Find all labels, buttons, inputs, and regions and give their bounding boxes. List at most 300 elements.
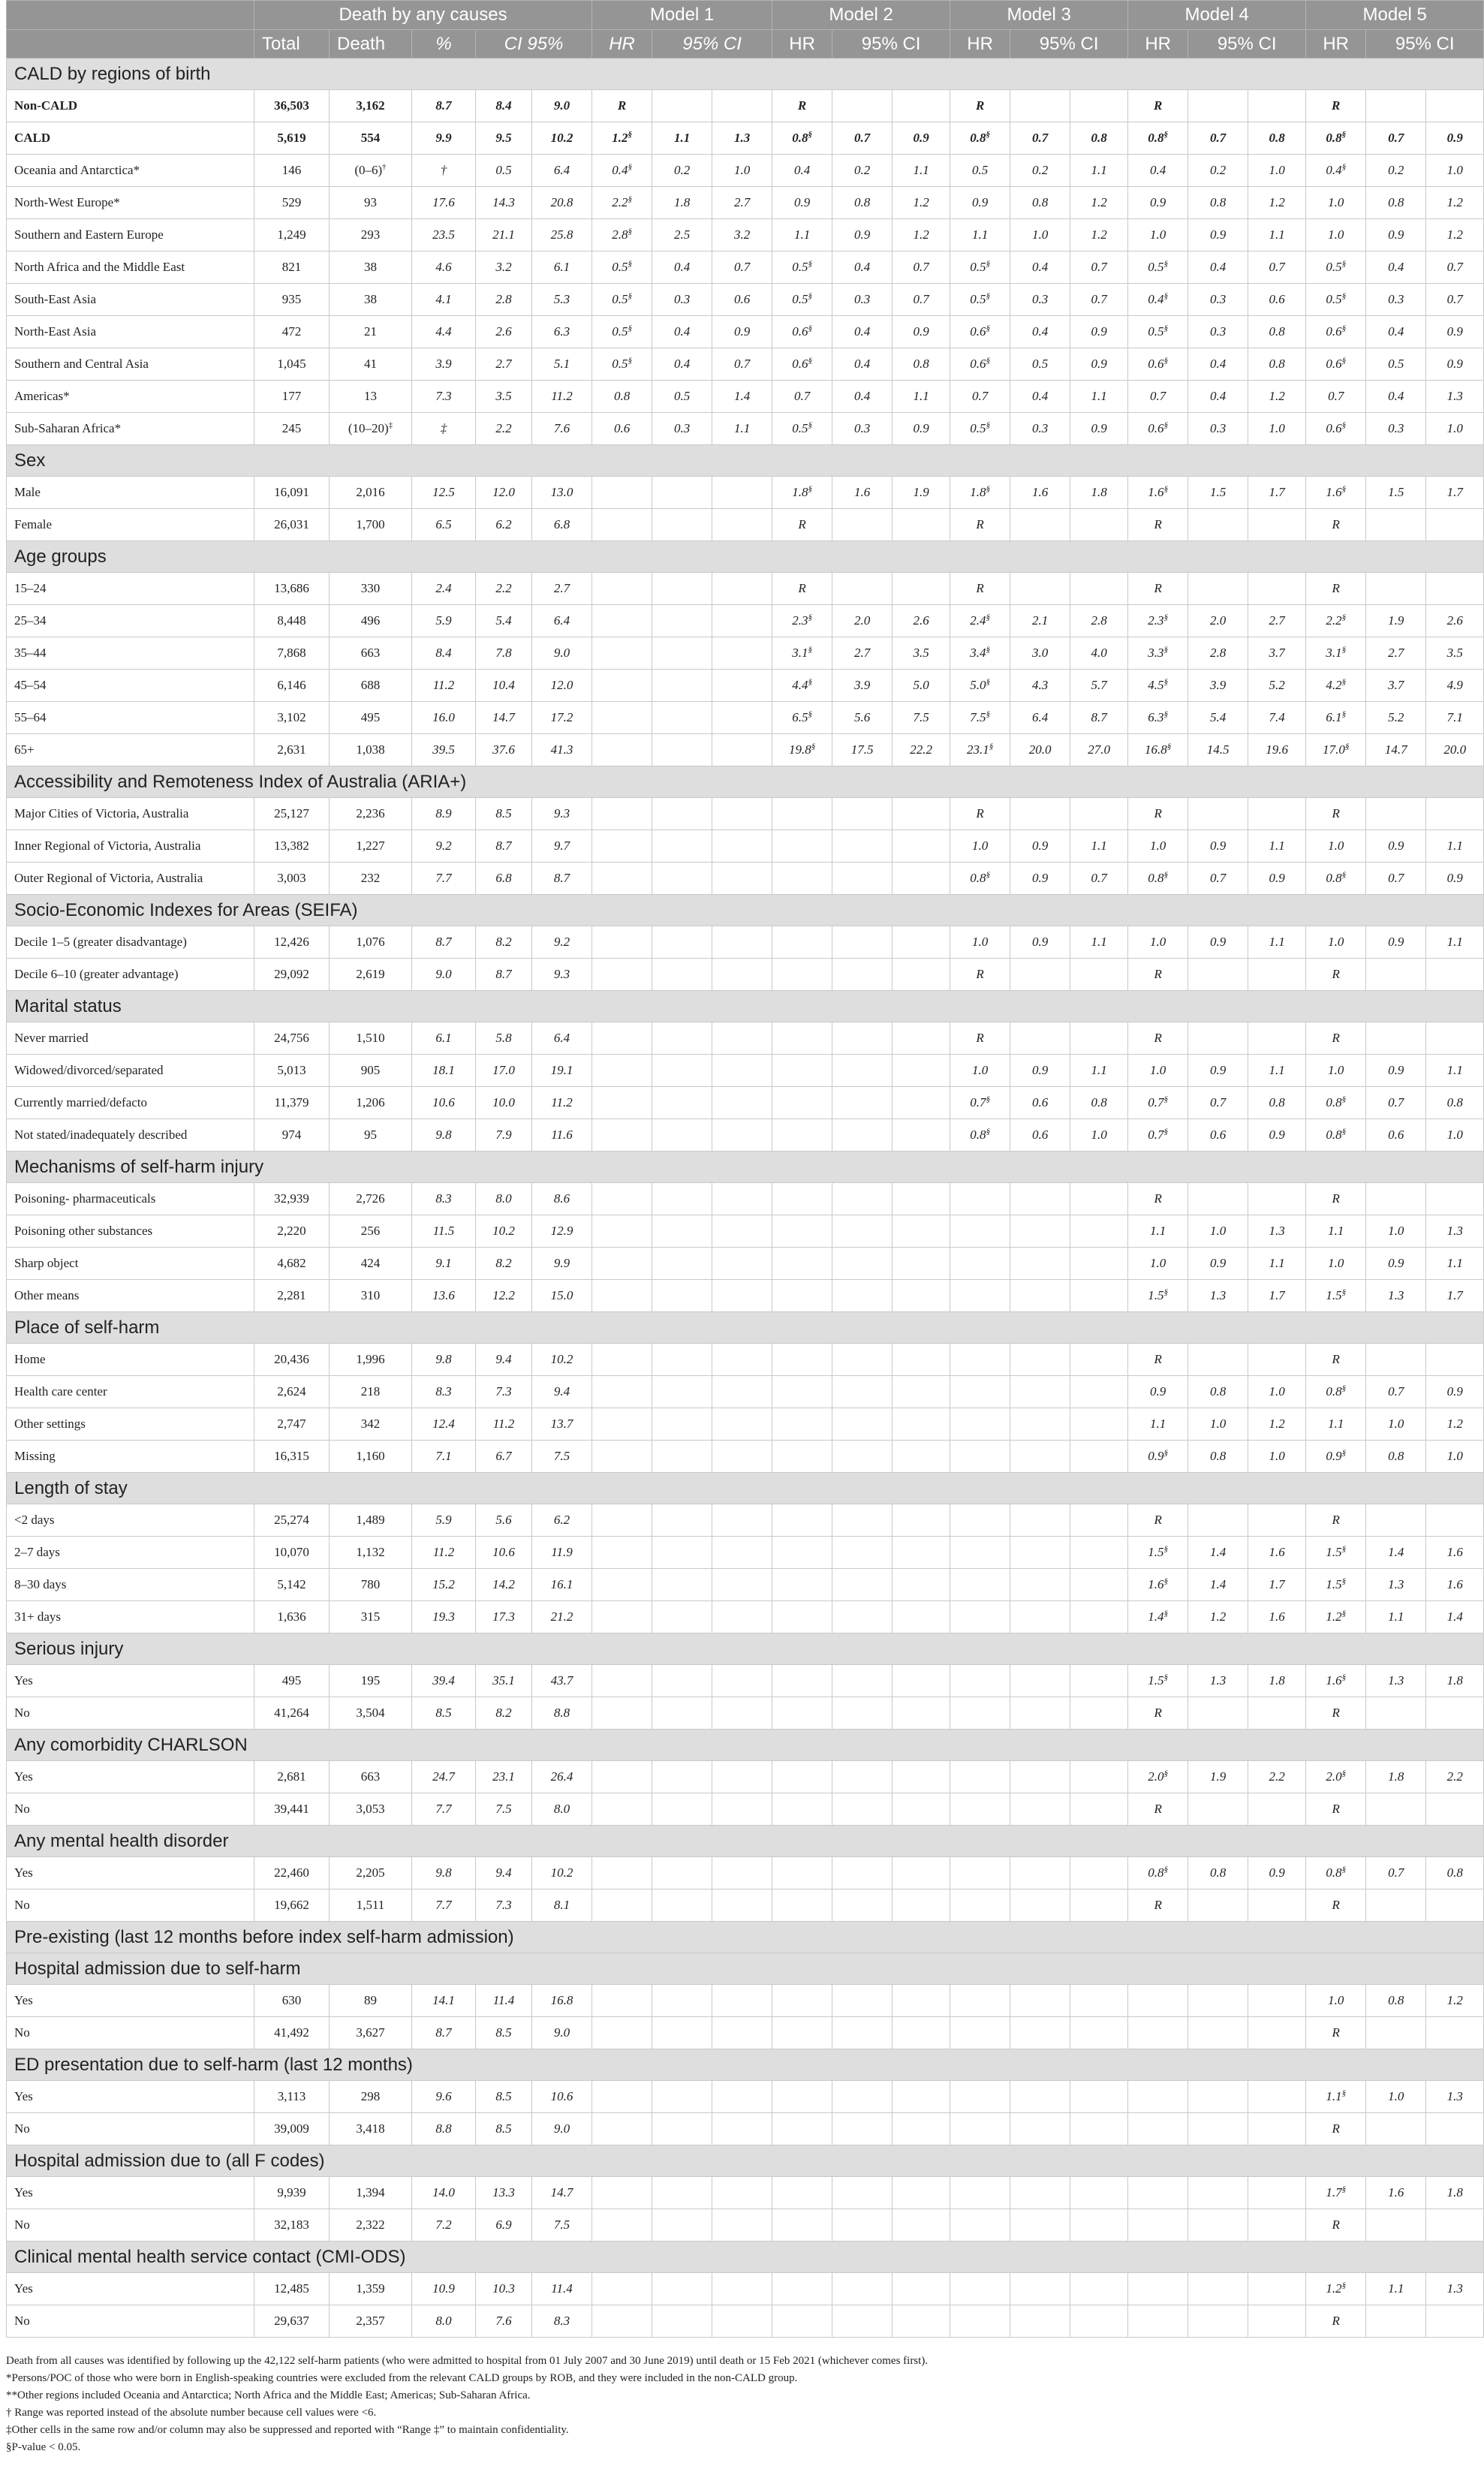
cell-value: 8.3 [435, 1191, 452, 1206]
cell-value: 232 [360, 871, 381, 885]
table-cell [652, 251, 712, 284]
row-label: Non-CALD [7, 90, 254, 122]
table-cell [532, 1408, 592, 1441]
significance-marker: § [1163, 324, 1169, 333]
table-cell [532, 2017, 592, 2049]
table-cell [532, 863, 592, 895]
cell-value: 2.7 [495, 357, 512, 371]
table-cell [1070, 1761, 1128, 1793]
table-cell [712, 830, 772, 863]
table-row [7, 1022, 1484, 1055]
table-cell [254, 1087, 330, 1119]
cell-value: 0.7 [913, 260, 929, 274]
table-cell [1426, 637, 1484, 670]
significance-marker: § [808, 356, 812, 366]
table-cell [1128, 1697, 1188, 1730]
cell-value: 11.4 [492, 1993, 515, 2007]
table-cell [832, 2081, 893, 2113]
table-cell [412, 1055, 476, 1087]
table-cell [330, 1119, 412, 1152]
table-cell [592, 1344, 652, 1376]
col-header-m5-hr: HR [1306, 30, 1366, 59]
significance-marker: § [1341, 1384, 1347, 1393]
cell-value: 7.7 [435, 1802, 452, 1816]
cell-value: 1.4 [1148, 1609, 1164, 1624]
table-cell [652, 1857, 712, 1889]
table-cell [1128, 1408, 1188, 1441]
cell-value: 1.1 [1269, 1256, 1285, 1270]
table-cell [1128, 2017, 1188, 2049]
cell-value: 495 [360, 710, 381, 724]
table-cell [652, 2177, 712, 2209]
cell-value: 1.5 [1148, 1545, 1164, 1559]
cell-value: 5,142 [277, 1577, 306, 1591]
table-cell [1306, 1985, 1366, 2017]
cell-value: 0.3 [1210, 292, 1227, 306]
table-cell [832, 90, 893, 122]
table-cell [652, 187, 712, 219]
cell-value: 0.9 [1269, 871, 1285, 885]
table-cell [412, 926, 476, 959]
cell-value: 20.8 [550, 195, 573, 209]
table-cell [772, 637, 832, 670]
table-cell [1248, 90, 1306, 122]
table-cell [476, 1215, 532, 1248]
cell-value: 2.3 [792, 613, 808, 628]
cell-value: 7.5 [553, 2218, 570, 2232]
table-cell [330, 1441, 412, 1473]
cell-value: 22,460 [274, 1865, 309, 1880]
cell-value: 0.9 [1269, 1865, 1285, 1880]
table-cell [1128, 1985, 1188, 2017]
cell-value: 0.7 [972, 389, 989, 403]
table-cell [772, 187, 832, 219]
table-cell [1426, 1537, 1484, 1569]
table-cell [254, 348, 330, 381]
table-cell [592, 1376, 652, 1408]
cell-value: 3,162 [356, 98, 385, 113]
table-cell [254, 1055, 330, 1087]
table-cell [1010, 830, 1070, 863]
table-cell [254, 1280, 330, 1312]
table-cell [1070, 605, 1128, 637]
table-cell [1128, 1280, 1188, 1312]
cell-value: 19.6 [1266, 742, 1289, 757]
table-cell [254, 734, 330, 766]
table-cell [1366, 155, 1426, 187]
table-cell [330, 509, 412, 541]
table-cell [1366, 2273, 1426, 2305]
table-row [7, 509, 1484, 541]
table-cell [330, 2081, 412, 2113]
table-cell [476, 477, 532, 509]
cell-value: 0.4 [673, 357, 691, 371]
table-cell [712, 2017, 772, 2049]
table-cell [592, 1055, 652, 1087]
cell-value: 3,113 [277, 2089, 306, 2103]
cell-value: 0.7 [970, 1095, 986, 1110]
table-cell [1070, 1280, 1128, 1312]
cell-value: 10.9 [432, 2281, 455, 2296]
cell-value: 4,682 [277, 1256, 306, 1270]
table-row [7, 1857, 1484, 1889]
cell-value: R [1332, 1706, 1340, 1720]
table-cell [772, 155, 832, 187]
cell-value: 1.3 [733, 131, 751, 145]
table-cell [476, 798, 532, 830]
cell-value: 5,013 [277, 1063, 306, 1077]
table-cell [532, 1119, 592, 1152]
cell-value: 5.0 [970, 678, 986, 692]
cell-value: 0.6 [1269, 292, 1285, 306]
table-cell [832, 2177, 893, 2209]
table-cell [1070, 1055, 1128, 1087]
cell-value: 6.5 [792, 710, 808, 724]
table-cell [1426, 798, 1484, 830]
cell-value: R [976, 806, 984, 820]
cell-value: 14.3 [492, 195, 515, 209]
table-cell [1306, 1183, 1366, 1215]
cell-value: 0.7 [793, 389, 811, 403]
table-cell [772, 509, 832, 541]
cell-value: 7.5 [495, 1802, 512, 1816]
table-cell [412, 251, 476, 284]
table-cell [1010, 605, 1070, 637]
cell-value: 19.8 [788, 742, 811, 757]
table-cell [1010, 1215, 1070, 1248]
cell-value: 7.2 [435, 2218, 452, 2232]
table-cell [412, 1119, 476, 1152]
cell-value: 15.0 [550, 1288, 573, 1302]
table-cell [254, 1537, 330, 1569]
cell-value: 10.3 [492, 2281, 515, 2296]
cell-value: 0.4 [1032, 389, 1049, 403]
table-cell [652, 2017, 712, 2049]
table-cell [1426, 1985, 1484, 2017]
cell-value: 1.4 [733, 389, 751, 403]
table-cell [592, 1119, 652, 1152]
cell-value: 6.8 [495, 871, 512, 885]
cell-value: 25.8 [550, 227, 573, 242]
table-cell [1070, 830, 1128, 863]
table-cell [893, 1504, 950, 1537]
table-cell [1070, 2177, 1128, 2209]
cell-value: 5.4 [495, 613, 512, 628]
significance-marker: § [1341, 1609, 1347, 1618]
table-cell [1248, 1504, 1306, 1537]
cell-value: 2.0 [1148, 1769, 1164, 1784]
table-cell [1306, 1248, 1366, 1280]
table-cell [1306, 1087, 1366, 1119]
table-header [7, 1, 1484, 59]
cell-value: 4.4 [792, 678, 808, 692]
cell-value: 16.1 [550, 1577, 573, 1591]
cell-value: 0.9 [1388, 227, 1404, 242]
col-header-m1-hr: HR [592, 30, 652, 59]
cell-value: 1.3 [1210, 1288, 1227, 1302]
table-cell [1306, 284, 1366, 316]
table-cell [1188, 2113, 1248, 2145]
cell-value: 0.9 [1210, 227, 1227, 242]
table-cell [592, 251, 652, 284]
cell-value: 5.8 [495, 1031, 512, 1045]
table-cell [1248, 1441, 1306, 1473]
cell-value: 1.2 [1269, 195, 1285, 209]
table-cell [1188, 1857, 1248, 1889]
table-cell [893, 1793, 950, 1826]
section-header [7, 541, 1484, 573]
table-cell [950, 477, 1010, 509]
table-cell [1010, 1889, 1070, 1922]
cell-value: 2.2 [1326, 613, 1342, 628]
table-cell [532, 1376, 592, 1408]
cell-value: 0.8 [1269, 324, 1285, 339]
row-label: Yes [7, 2081, 254, 2113]
table-cell [772, 2273, 832, 2305]
row-label: 2–7 days [7, 1537, 254, 1569]
table-cell [1128, 1087, 1188, 1119]
table-cell [532, 1183, 592, 1215]
row-label: No [7, 2209, 254, 2242]
cell-value: 0.6 [1326, 357, 1342, 371]
cell-value: 7.4 [1269, 710, 1285, 724]
table-cell [1306, 1215, 1366, 1248]
cell-value: 16.8 [550, 1993, 573, 2007]
significance-marker: § [808, 291, 812, 301]
cell-value: 11.4 [551, 2281, 573, 2296]
table-cell [893, 1601, 950, 1633]
significance-marker: § [1341, 2184, 1347, 2194]
table-cell [1248, 605, 1306, 637]
table-cell [950, 670, 1010, 702]
cell-value: 1.2 [1326, 2281, 1342, 2296]
cell-value: 2.0 [1326, 1769, 1342, 1784]
cell-value: 41 [364, 357, 377, 371]
table-cell [592, 2177, 652, 2209]
cell-value: 0.7 [1148, 1128, 1164, 1142]
cell-value: R [1332, 1898, 1340, 1912]
cell-value: 12,485 [274, 2281, 309, 2296]
cell-value: 2.7 [1269, 613, 1285, 628]
table-cell [893, 1280, 950, 1312]
cell-value: 0.7 [853, 131, 871, 145]
cell-value: 1.5 [1210, 485, 1227, 499]
table-cell [772, 1857, 832, 1889]
table-cell [712, 863, 772, 895]
cell-value: 0.7 [1388, 871, 1404, 885]
table-cell [772, 2017, 832, 2049]
table-cell [712, 2177, 772, 2209]
table-cell [1248, 1055, 1306, 1087]
section-header [7, 2242, 1484, 2273]
table-cell [532, 2113, 592, 2145]
table-cell [832, 2113, 893, 2145]
table-row [7, 477, 1484, 509]
table-cell [1366, 1376, 1426, 1408]
cell-value: 8.2 [495, 935, 512, 949]
table-cell [330, 155, 412, 187]
cell-value: 195 [360, 1673, 381, 1688]
table-cell [950, 2177, 1010, 2209]
table-cell [532, 2081, 592, 2113]
col-header-m2-ci: 95% CI [832, 30, 950, 59]
cell-value: 8.4 [435, 646, 452, 660]
table-cell [1010, 863, 1070, 895]
table-cell [1426, 1441, 1484, 1473]
table-cell [832, 477, 893, 509]
row-label: South-East Asia [7, 284, 254, 316]
table-cell [1070, 2113, 1128, 2145]
significance-marker: § [1341, 870, 1347, 880]
cell-value: 2.3 [1148, 613, 1164, 628]
table-cell [772, 1055, 832, 1087]
table-cell [950, 1215, 1010, 1248]
table-cell [1366, 251, 1426, 284]
cell-value: 0.9 [1326, 1449, 1342, 1463]
cell-value: 13.0 [550, 485, 573, 499]
cell-value: 1.8 [970, 485, 986, 499]
table-cell [330, 251, 412, 284]
table-cell [1248, 413, 1306, 445]
cell-value: 8.5 [495, 806, 512, 820]
cell-value: 5.2 [1269, 678, 1285, 692]
table-cell [1070, 1215, 1128, 1248]
cell-value: 256 [360, 1224, 381, 1238]
table-cell [893, 702, 950, 734]
table-cell [254, 670, 330, 702]
table-cell [532, 1055, 592, 1087]
significance-marker: § [1163, 1287, 1169, 1297]
cell-value: 1.0 [1328, 1256, 1344, 1270]
table-cell [1306, 1504, 1366, 1537]
table-cell [254, 1504, 330, 1537]
table-cell [476, 1344, 532, 1376]
row-label: 35–44 [7, 637, 254, 670]
table-cell [592, 863, 652, 895]
cell-value: 0.6 [733, 292, 751, 306]
cell-value: 0.6 [1210, 1128, 1227, 1142]
cell-value: 2,747 [277, 1417, 306, 1431]
cell-value: 7.1 [435, 1449, 452, 1463]
cell-value: 2,236 [356, 806, 385, 820]
cell-value: 16.8 [1145, 742, 1167, 757]
cell-value: R [976, 517, 984, 531]
cell-value: 0.9 [1210, 1063, 1227, 1077]
cell-value: 8.0 [553, 1802, 570, 1816]
table-cell [532, 219, 592, 251]
table-cell [1188, 1376, 1248, 1408]
table-cell [254, 1665, 330, 1697]
cell-value: 8.9 [435, 806, 452, 820]
table-cell [1070, 1183, 1128, 1215]
table-cell [532, 637, 592, 670]
table-cell [592, 1985, 652, 2017]
cell-value: 1,489 [356, 1513, 385, 1527]
significance-marker: § [1166, 742, 1172, 751]
cell-value: 0.8 [792, 131, 808, 145]
significance-marker: § [628, 162, 632, 172]
table-cell [1366, 1183, 1426, 1215]
table-cell [1010, 2177, 1070, 2209]
significance-marker: § [1341, 420, 1347, 430]
cell-value: 1.3 [1446, 389, 1463, 403]
cell-value: 12.0 [492, 485, 515, 499]
table-cell [772, 1441, 832, 1473]
table-cell [1366, 1504, 1426, 1537]
cell-value: 0.8 [1269, 131, 1285, 145]
cell-value: 21 [364, 324, 377, 339]
row-label: 55–64 [7, 702, 254, 734]
table-cell [1426, 1793, 1484, 1826]
table-cell [1306, 702, 1366, 734]
table-cell [950, 959, 1010, 991]
table-cell [412, 830, 476, 863]
cell-value: 3.2 [495, 260, 512, 274]
table-cell [330, 926, 412, 959]
section-header [7, 1826, 1484, 1857]
cell-value: 3,003 [277, 871, 306, 885]
cell-value: 1.1 [1150, 1224, 1166, 1238]
table-cell [330, 605, 412, 637]
table-cell [652, 1889, 712, 1922]
cell-value: 0.7 [1210, 871, 1227, 885]
cell-value: 1.6 [1032, 485, 1049, 499]
cell-value: 0.2 [1032, 163, 1049, 177]
significance-marker: § [1341, 613, 1347, 622]
cell-value: 20.0 [1443, 742, 1467, 757]
cell-value: 2.7 [553, 581, 570, 595]
cell-value: 14.1 [432, 1993, 455, 2007]
table-cell [1366, 381, 1426, 413]
table-cell [1188, 2017, 1248, 2049]
table-cell [712, 702, 772, 734]
cell-value: 663 [360, 1769, 381, 1784]
table-cell [476, 1119, 532, 1152]
cell-value: 0.5 [970, 260, 986, 274]
table-cell [893, 1441, 950, 1473]
table-cell [1128, 863, 1188, 895]
table-cell [1010, 1537, 1070, 1569]
section-title: ED presentation due to self-harm (last 12 months) [7, 2049, 1484, 2081]
table-cell [1128, 1793, 1188, 1826]
table-cell [1010, 2017, 1070, 2049]
cell-value: 0.9 [853, 227, 871, 242]
table-cell [412, 573, 476, 605]
table-cell [254, 219, 330, 251]
table-row [7, 1889, 1484, 1922]
table-row [7, 413, 1484, 445]
cell-value: 0.9 [1388, 1063, 1404, 1077]
cell-value: 663 [360, 646, 381, 660]
significance-marker: § [989, 742, 994, 751]
table-cell [832, 637, 893, 670]
significance-marker: § [1341, 356, 1347, 366]
table-cell [1426, 1022, 1484, 1055]
table-cell [592, 637, 652, 670]
table-cell [712, 1665, 772, 1697]
cell-value: 21.2 [550, 1609, 573, 1624]
table-cell [254, 1022, 330, 1055]
table-cell [772, 1376, 832, 1408]
table-cell [1306, 2017, 1366, 2049]
cell-value: 1,038 [356, 742, 385, 757]
row-label: Female [7, 509, 254, 541]
cell-value: 1.1 [1446, 1256, 1463, 1270]
cell-value: 0.9 [1091, 324, 1107, 339]
table-cell [1306, 2305, 1366, 2338]
row-label: No [7, 2305, 254, 2338]
table-row [7, 219, 1484, 251]
